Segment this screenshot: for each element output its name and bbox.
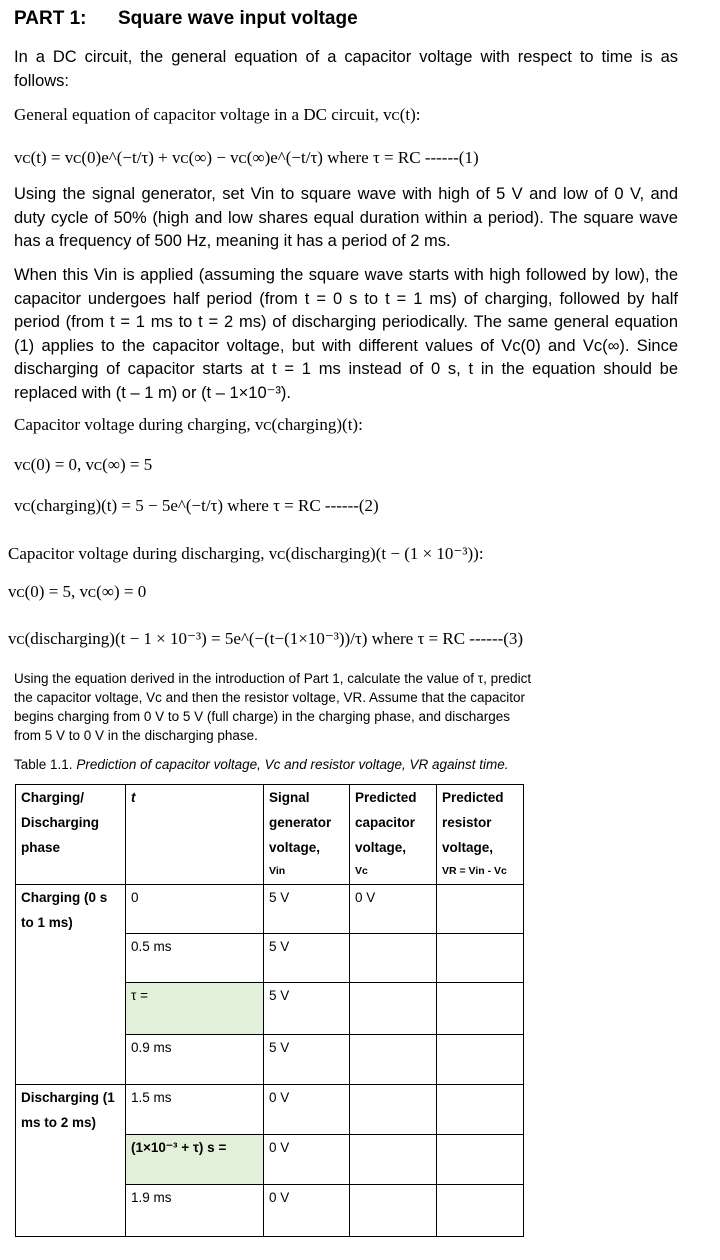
- header-phase: Charging/ Discharging phase: [16, 785, 126, 885]
- part-number: PART 1:: [14, 8, 87, 29]
- vr-cell[interactable]: [437, 1185, 524, 1237]
- vc-cell[interactable]: [350, 1085, 437, 1135]
- tau-offset-cell[interactable]: (1×10⁻³ + τ) s =: [126, 1135, 264, 1185]
- vr-cell[interactable]: [437, 1035, 524, 1085]
- part-title: Square wave input voltage: [118, 8, 358, 29]
- instructions-paragraph: Using the equation derived in the introduction of Part 1, calculate the value of τ, predict the capacitor voltage, Vc and then the resistor voltage, VR. Assume that the capacitor begins charging from 0 V to 5 V (full charge) in the charging phase, and discharges from 5 V to 0 V in the discharging phase.: [14, 671, 532, 743]
- header-t: t: [126, 785, 264, 885]
- vc-cell[interactable]: [350, 1035, 437, 1085]
- vin-cell: 5 V: [264, 934, 350, 983]
- discharging-label: Capacitor voltage during discharging, vᴄ(discharging)(t − (1 × 10⁻³)):: [8, 544, 484, 563]
- general-equation-label: General equation of capacitor voltage in a DC circuit, vᴄ(t):: [14, 105, 421, 124]
- vc-cell[interactable]: [350, 1135, 437, 1185]
- vr-cell[interactable]: [437, 1135, 524, 1185]
- equation-2: vᴄ(charging)(t) = 5 − 5e^(−t/τ) where τ = RC ------(2): [14, 496, 379, 515]
- vr-cell[interactable]: [437, 983, 524, 1035]
- vin-cell: 5 V: [264, 885, 350, 934]
- vc-cell[interactable]: [350, 934, 437, 983]
- t-cell: 0.5 ms: [126, 934, 264, 983]
- table-caption-text: Prediction of capacitor voltage, Vc and resistor voltage, VR against time.: [76, 757, 509, 772]
- vc-cell[interactable]: 0 V: [350, 885, 437, 934]
- signal-generator-paragraph: Using the signal generator, set Vin to square wave with high of 5 V and low of 0 V, and duty cycle of 50% (high and low shares equal duration within a period). The square wave has a frequency of 500 Hz, meaning it has a period of 2 ms.: [14, 185, 678, 250]
- equation-1: vᴄ(t) = vᴄ(0)e^(−t/τ) + vᴄ(∞) − vᴄ(∞)e^(−t/τ) where τ = RC ------(1): [14, 148, 479, 167]
- vc-cell[interactable]: [350, 983, 437, 1035]
- table-row: [16, 885, 524, 934]
- charging-label: Capacitor voltage during charging, vᴄ(charging)(t):: [14, 415, 363, 434]
- vin-cell: 5 V: [264, 1035, 350, 1085]
- t-cell: 0: [126, 885, 264, 934]
- vc-cell[interactable]: [350, 1185, 437, 1237]
- header-capacitor: Predicted capacitor voltage, Vc: [350, 785, 437, 885]
- vin-cell: 5 V: [264, 983, 350, 1035]
- t-cell: 0.9 ms: [126, 1035, 264, 1085]
- table-header-row: [16, 785, 524, 885]
- vr-cell[interactable]: [437, 934, 524, 983]
- t-cell: 1.5 ms: [126, 1085, 264, 1135]
- table-caption: [14, 757, 509, 772]
- phase-discharging: Discharging (1 ms to 2 ms): [16, 1085, 126, 1237]
- header-signal: Signal generator voltage, Vin: [264, 785, 350, 885]
- header-resistor: Predicted resistor voltage, VR = Vin - Vc: [437, 785, 524, 885]
- vr-cell[interactable]: [437, 885, 524, 934]
- phase-charging: Charging (0 s to 1 ms): [16, 885, 126, 1085]
- table-row: [16, 1085, 524, 1135]
- t-cell: 1.9 ms: [126, 1185, 264, 1237]
- vin-cell: 0 V: [264, 1135, 350, 1185]
- table-caption-prefix: Table 1.1.: [14, 757, 73, 772]
- charging-discharging-paragraph: When this Vin is applied (assuming the square wave starts with high followed by low), the capacitor undergoes half period (from t = 0 s to t = 1 ms) of charging, followed by half period (from t = 1 ms to t = 2 ms) of discharging periodically. The same general equation (1) applies to the capacitor voltage, but with different values of Vc(0) and Vc(∞). Since discharging of capacitor starts at t = 1 ms instead of 0 s, t in the equation should be replaced with (t – 1 m) or (t – 1×10⁻³).: [14, 266, 678, 402]
- prediction-table: [15, 784, 524, 1237]
- vin-cell: 0 V: [264, 1085, 350, 1135]
- page-heading: [14, 8, 358, 30]
- equation-3: vᴄ(discharging)(t − 1 × 10⁻³) = 5e^(−(t−(1×10⁻³))/τ) where τ = RC ------(3): [8, 629, 524, 648]
- tau-cell[interactable]: τ =: [126, 983, 264, 1035]
- charging-initial-values: vᴄ(0) = 0, vᴄ(∞) = 5: [14, 455, 153, 474]
- vr-cell[interactable]: [437, 1085, 524, 1135]
- vin-cell: 0 V: [264, 1185, 350, 1237]
- intro-paragraph: In a DC circuit, the general equation of a capacitor voltage with respect to time is as follows:: [14, 48, 678, 90]
- discharging-initial-values: vᴄ(0) = 5, vᴄ(∞) = 0: [8, 582, 147, 601]
